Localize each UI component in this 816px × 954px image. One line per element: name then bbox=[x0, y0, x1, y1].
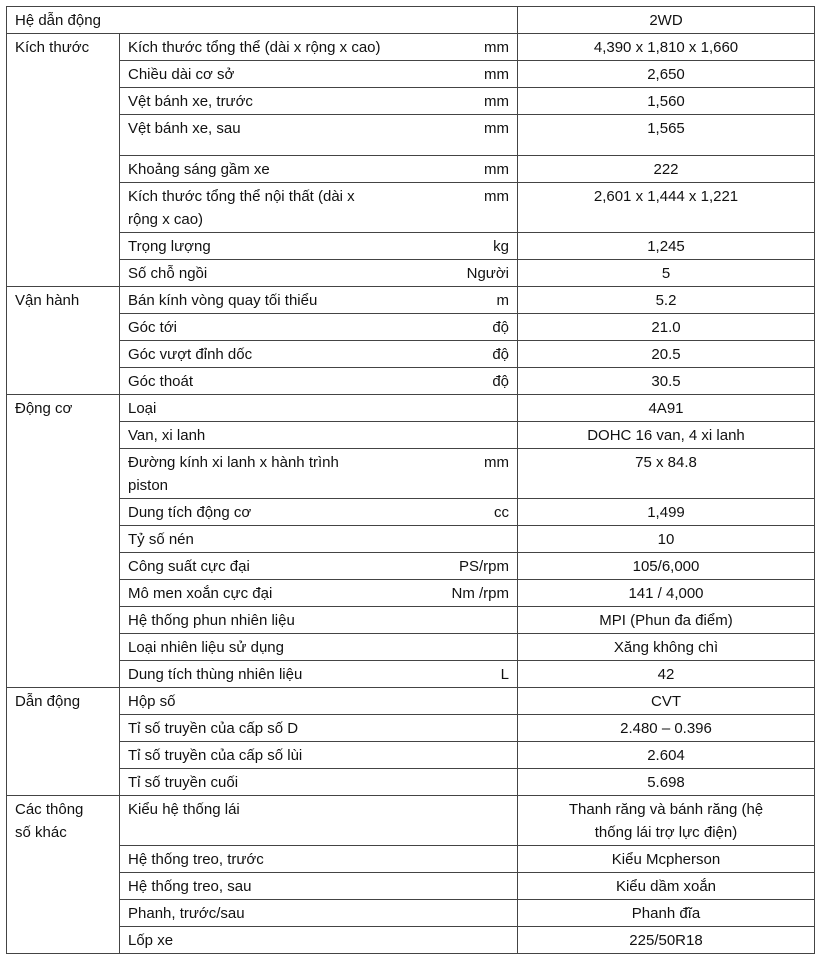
header-row bbox=[7, 7, 815, 34]
value-cell: 75 x 84.8 bbox=[518, 449, 815, 499]
parameter-name: Hệ thống treo, trước bbox=[128, 851, 264, 868]
parameter-name: Phanh, trước/sau bbox=[128, 905, 245, 922]
parameter-unit: kg bbox=[493, 238, 509, 255]
table-row bbox=[7, 156, 815, 183]
value-cell: 20.5 bbox=[518, 341, 815, 368]
value-cell: 141 / 4,000 bbox=[518, 580, 815, 607]
value-cell: MPI (Phun đa điểm) bbox=[518, 607, 815, 634]
parameter-name: Lốp xe bbox=[128, 932, 174, 949]
parameter-cell bbox=[120, 742, 518, 769]
table-row bbox=[7, 688, 815, 715]
value-cell: Phanh đĩa bbox=[518, 900, 815, 927]
value-cell: Kiểu Mcpherson bbox=[518, 846, 815, 873]
category-cell bbox=[7, 688, 120, 796]
parameter-cell bbox=[120, 634, 518, 661]
parameter-cell bbox=[120, 769, 518, 796]
parameter-cell bbox=[120, 580, 518, 607]
parameter-cell bbox=[120, 287, 518, 314]
value-cell: 1,560 bbox=[518, 88, 815, 115]
parameter-name: Khoảng sáng gầm xe bbox=[128, 161, 270, 178]
parameter-unit: PS/rpm bbox=[458, 558, 509, 575]
value-cell: 1,565 bbox=[518, 115, 815, 156]
parameter-cell bbox=[120, 846, 518, 873]
table-row bbox=[7, 34, 815, 61]
table-row bbox=[7, 553, 815, 580]
parameter-name: Tỉ số truyền của cấp số lùi bbox=[128, 747, 303, 764]
parameter-cell bbox=[120, 115, 518, 156]
parameter-cell bbox=[120, 422, 518, 449]
parameter-name: Mô men xoắn cực đại bbox=[128, 585, 273, 602]
category-cell bbox=[7, 287, 120, 395]
value-cell: 225/50R18 bbox=[518, 927, 815, 954]
table-row bbox=[7, 61, 815, 88]
parameter-cell bbox=[120, 183, 518, 233]
category-label: Kích thước bbox=[15, 39, 90, 56]
parameter-unit: mm bbox=[484, 120, 509, 137]
table-row bbox=[7, 769, 815, 796]
table-row bbox=[7, 580, 815, 607]
value-cell: 222 bbox=[518, 156, 815, 183]
parameter-cell bbox=[120, 661, 518, 688]
value-cell: 105/6,000 bbox=[518, 553, 815, 580]
parameter-name: Tỉ số truyền của cấp số D bbox=[128, 720, 299, 737]
parameter-name: Tỷ số nén bbox=[128, 531, 194, 548]
category-cell bbox=[7, 34, 120, 287]
table-row bbox=[7, 449, 815, 499]
value-cell: 10 bbox=[518, 526, 815, 553]
table-row bbox=[7, 260, 815, 287]
parameter-cell bbox=[120, 395, 518, 422]
parameter-cell bbox=[120, 449, 518, 499]
value-cell: 2.604 bbox=[518, 742, 815, 769]
parameter-name: Dung tích động cơ bbox=[128, 504, 252, 521]
table-row bbox=[7, 526, 815, 553]
category-label: Các thông số khác bbox=[15, 801, 84, 841]
parameter-name: Trọng lượng bbox=[128, 238, 211, 255]
parameter-name: Kích thước tổng thể (dài x rộng x cao) bbox=[128, 39, 381, 56]
value-cell: CVT bbox=[518, 688, 815, 715]
parameter-cell bbox=[120, 368, 518, 395]
value-cell: 42 bbox=[518, 661, 815, 688]
value-cell: Thanh răng và bánh răng (hệ thống lái trợ lực điện) bbox=[518, 796, 815, 846]
table-row bbox=[7, 873, 815, 900]
spec-table-body bbox=[7, 7, 815, 954]
parameter-name: Vệt bánh xe, trước bbox=[128, 93, 253, 110]
parameter-unit: mm bbox=[484, 93, 509, 110]
parameter-cell bbox=[120, 34, 518, 61]
parameter-cell bbox=[120, 61, 518, 88]
parameter-name: Công suất cực đại bbox=[128, 558, 250, 575]
header-value: 2WD bbox=[518, 7, 815, 34]
parameter-name: Hệ thống phun nhiên liệu bbox=[128, 612, 295, 629]
category-label: Vận hành bbox=[15, 292, 80, 309]
table-row bbox=[7, 183, 815, 233]
parameter-name: Van, xi lanh bbox=[128, 427, 206, 444]
category-label: Động cơ bbox=[15, 400, 73, 417]
value-cell: 21.0 bbox=[518, 314, 815, 341]
parameter-unit: độ bbox=[492, 346, 509, 363]
parameter-name: Kiểu hệ thống lái bbox=[128, 801, 240, 818]
table-row bbox=[7, 233, 815, 260]
parameter-name: Chiều dài cơ sở bbox=[128, 66, 235, 83]
table-row bbox=[7, 927, 815, 954]
parameter-name: Góc thoát bbox=[128, 373, 194, 390]
parameter-name: Góc tới bbox=[128, 319, 178, 336]
parameter-cell bbox=[120, 873, 518, 900]
table-row bbox=[7, 634, 815, 661]
category-cell bbox=[7, 796, 120, 954]
parameter-name: Tỉ số truyền cuối bbox=[128, 774, 239, 791]
value-cell: 5.2 bbox=[518, 287, 815, 314]
parameter-name: Vệt bánh xe, sau bbox=[128, 120, 241, 137]
parameter-unit: mm bbox=[484, 66, 509, 83]
header-label: Hệ dẫn động bbox=[7, 7, 518, 34]
parameter-name: Góc vượt đỉnh dốc bbox=[128, 346, 253, 363]
table-row bbox=[7, 314, 815, 341]
parameter-cell bbox=[120, 260, 518, 287]
parameter-unit: cc bbox=[494, 504, 509, 521]
parameter-unit: Nm /rpm bbox=[451, 585, 509, 602]
value-cell: Kiểu dầm xoắn bbox=[518, 873, 815, 900]
parameter-unit: mm bbox=[484, 161, 509, 178]
parameter-unit: Người bbox=[466, 265, 509, 282]
value-cell: 2,650 bbox=[518, 61, 815, 88]
table-row bbox=[7, 115, 815, 156]
table-row bbox=[7, 422, 815, 449]
parameter-cell bbox=[120, 900, 518, 927]
value-cell: 5.698 bbox=[518, 769, 815, 796]
parameter-name: Bán kính vòng quay tối thiểu bbox=[128, 292, 318, 309]
parameter-name: Đường kính xi lanh x hành trình piston bbox=[128, 454, 339, 494]
value-cell: 4,390 x 1,810 x 1,660 bbox=[518, 34, 815, 61]
parameter-cell bbox=[120, 341, 518, 368]
parameter-cell bbox=[120, 553, 518, 580]
parameter-unit: L bbox=[500, 666, 509, 683]
category-cell bbox=[7, 395, 120, 688]
parameter-unit: độ bbox=[492, 373, 509, 390]
value-cell: 30.5 bbox=[518, 368, 815, 395]
parameter-name: Kích thước tổng thể nội thất (dài x rộng x cao) bbox=[128, 188, 355, 228]
table-row bbox=[7, 900, 815, 927]
parameter-cell bbox=[120, 715, 518, 742]
table-row bbox=[7, 715, 815, 742]
parameter-unit: mm bbox=[484, 39, 509, 56]
parameter-cell bbox=[120, 156, 518, 183]
parameter-cell bbox=[120, 607, 518, 634]
parameter-cell bbox=[120, 499, 518, 526]
category-label: Dẫn động bbox=[15, 693, 81, 710]
parameter-name: Hộp số bbox=[128, 693, 176, 710]
value-cell: 2.480 – 0.396 bbox=[518, 715, 815, 742]
parameter-cell bbox=[120, 927, 518, 954]
table-row bbox=[7, 499, 815, 526]
table-row bbox=[7, 796, 815, 846]
parameter-name: Hệ thống treo, sau bbox=[128, 878, 252, 895]
table-row bbox=[7, 341, 815, 368]
parameter-cell bbox=[120, 88, 518, 115]
parameter-unit: m bbox=[496, 292, 509, 309]
table-row bbox=[7, 607, 815, 634]
parameter-name: Loại nhiên liệu sử dụng bbox=[128, 639, 284, 656]
value-cell: 4A91 bbox=[518, 395, 815, 422]
table-row bbox=[7, 742, 815, 769]
parameter-cell bbox=[120, 314, 518, 341]
table-row bbox=[7, 287, 815, 314]
parameter-name: Loại bbox=[128, 400, 157, 417]
value-cell: DOHC 16 van, 4 xi lanh bbox=[518, 422, 815, 449]
value-cell: 1,499 bbox=[518, 499, 815, 526]
value-cell: Xăng không chì bbox=[518, 634, 815, 661]
table-row bbox=[7, 88, 815, 115]
parameter-cell bbox=[120, 796, 518, 846]
parameter-cell bbox=[120, 526, 518, 553]
table-row bbox=[7, 846, 815, 873]
table-row bbox=[7, 368, 815, 395]
parameter-unit: mm bbox=[484, 188, 509, 205]
value-cell: 5 bbox=[518, 260, 815, 287]
parameter-cell bbox=[120, 233, 518, 260]
value-cell: 1,245 bbox=[518, 233, 815, 260]
table-row bbox=[7, 395, 815, 422]
parameter-name: Số chỗ ngồi bbox=[128, 265, 208, 282]
parameter-name: Dung tích thùng nhiên liệu bbox=[128, 666, 303, 683]
table-row bbox=[7, 661, 815, 688]
parameter-unit: mm bbox=[484, 454, 509, 471]
parameter-unit: độ bbox=[492, 319, 509, 336]
spec-table bbox=[6, 6, 815, 954]
parameter-cell bbox=[120, 688, 518, 715]
value-cell: 2,601 x 1,444 x 1,221 bbox=[518, 183, 815, 233]
